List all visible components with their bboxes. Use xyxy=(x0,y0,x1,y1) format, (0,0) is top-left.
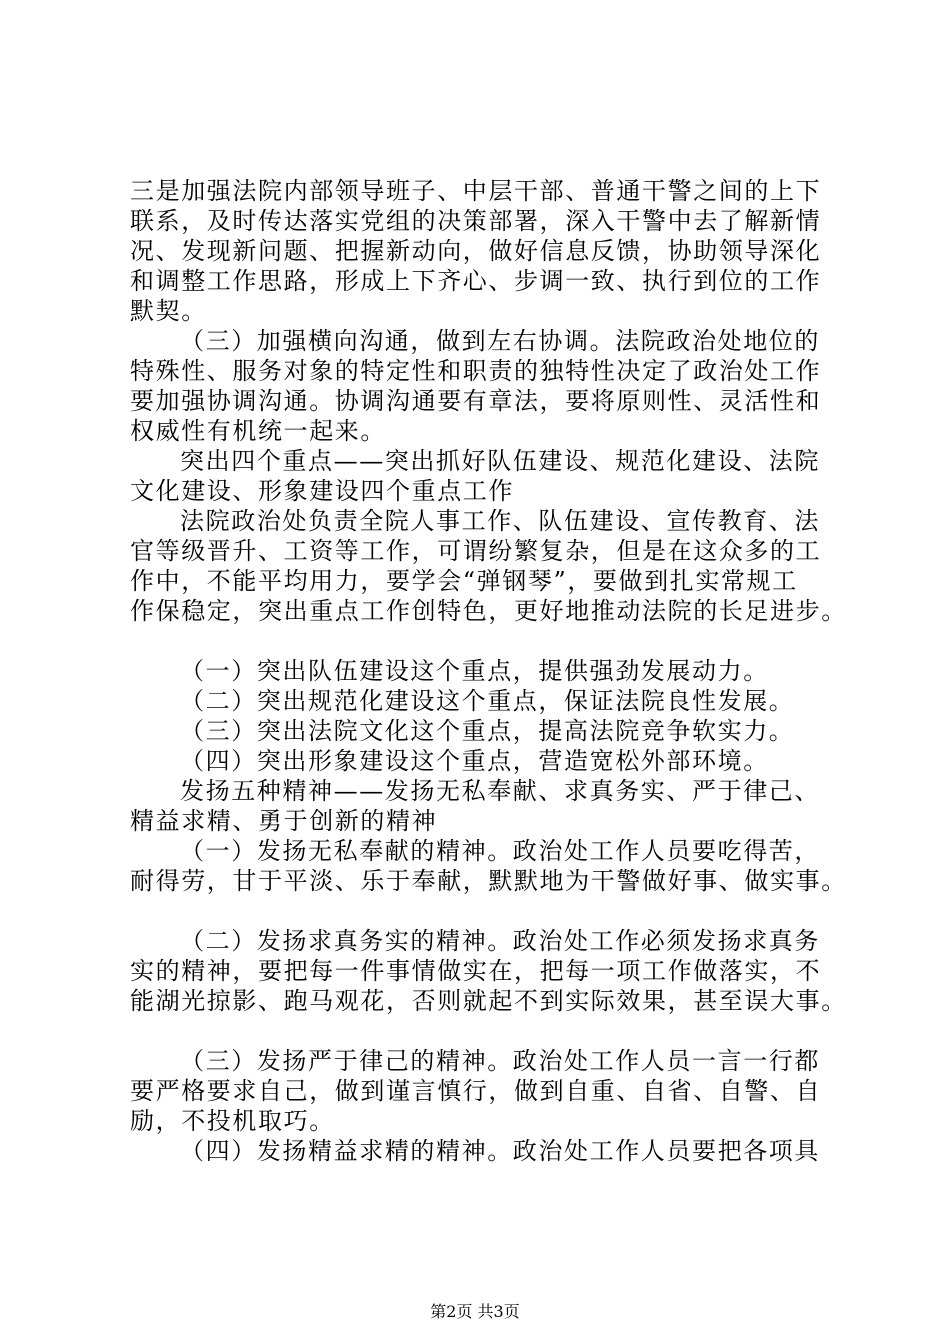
text-line: 发扬五种精神——发扬无私奉献、求真务实、严于律己、 xyxy=(180,777,820,805)
text-line: （一）突出队伍建设这个重点，提供强劲发展动力。 xyxy=(180,657,769,685)
text-line: 耐得劳，甘于平淡、乐于奉献，默默地为干警做好事、做实事。 xyxy=(130,867,847,895)
text-line: 和调整工作思路，形成上下齐心、步调一致、执行到位的工作 xyxy=(130,267,822,295)
text-line: 突出四个重点——突出抓好队伍建设、规范化建设、法院 xyxy=(180,447,820,475)
paragraph-gap xyxy=(130,626,830,656)
text-line: 权威性有机统一起来。 xyxy=(130,417,386,445)
text-line: 况、发现新问题、把握新动向，做好信息反馈，协助领导深化 xyxy=(130,237,822,265)
text-line: 官等级晋升、工资等工作，可谓纷繁复杂，但是在这众多的工 xyxy=(130,537,822,565)
text-line: 能湖光掠影、跑马观花，否则就起不到实际效果，甚至误大事。 xyxy=(130,987,847,1015)
document-body xyxy=(130,176,847,1166)
text-line: （四）突出形象建设这个重点，营造宽松外部环境。 xyxy=(180,747,769,775)
text-line: 要严格要求自己，做到谨言慎行，做到自重、自省、自警、自 xyxy=(130,1077,822,1105)
paragraph-gap xyxy=(130,1016,830,1046)
text-line: （二）突出规范化建设这个重点，保证法院良性发展。 xyxy=(180,687,795,715)
text-line: 三是加强法院内部领导班子、中层干部、普通干警之间的上下 xyxy=(130,177,822,205)
text-line: 实的精神，要把每一件事情做实在，把每一项工作做落实，不 xyxy=(130,957,822,985)
text-line: 励，不投机取巧。 xyxy=(130,1107,335,1135)
text-line: 默契。 xyxy=(130,297,207,325)
text-line: 作中，不能平均用力，要学会“弹钢琴”，要做到扎实常规工 xyxy=(130,567,798,595)
text-line: 要加强协调沟通。协调沟通要有章法，要将原则性、灵活性和 xyxy=(130,387,822,415)
paragraph-gap xyxy=(130,896,830,926)
page-footer: 第2页 共3页 xyxy=(430,1302,520,1321)
text-line: （三）发扬严于律己的精神。政治处工作人员一言一行都 xyxy=(180,1047,820,1075)
text-line: 作保稳定，突出重点工作创特色，更好地推动法院的长足进步。 xyxy=(130,597,847,625)
text-line: 特殊性、服务对象的特定性和职责的独特性决定了政治处工作 xyxy=(130,357,822,385)
text-line: （二）发扬求真务实的精神。政治处工作必须发扬求真务 xyxy=(180,927,820,955)
text-line: 法院政治处负责全院人事工作、队伍建设、宣传教育、法 xyxy=(180,507,820,535)
text-line: （一）发扬无私奉献的精神。政治处工作人员要吃得苦， xyxy=(180,837,820,865)
text-line: （三）突出法院文化这个重点，提高法院竞争软实力。 xyxy=(180,717,795,745)
text-line: 联系，及时传达落实党组的决策部署，深入干警中去了解新情 xyxy=(130,207,822,235)
text-line: （三）加强横向沟通，做到左右协调。法院政治处地位的 xyxy=(180,327,820,355)
text-line: （四）发扬精益求精的精神。政治处工作人员要把各项具 xyxy=(180,1137,820,1165)
text-line: 精益求精、勇于创新的精神 xyxy=(130,807,438,835)
text-line: 文化建设、形象建设四个重点工作 xyxy=(130,477,514,505)
